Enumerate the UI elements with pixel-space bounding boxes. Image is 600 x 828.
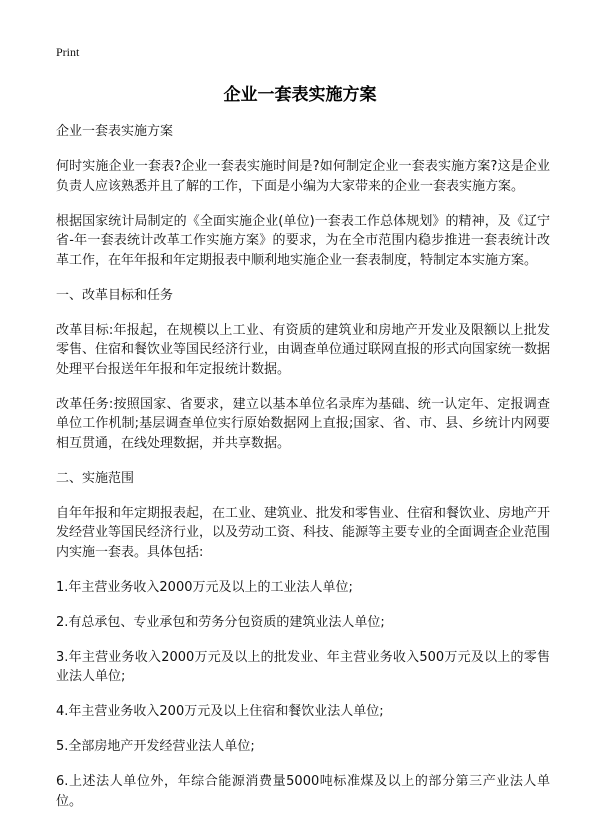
- scope-paragraph: 自年年报和年定期报表起，在工业、建筑业、批发和零售业、住宿和餐饮业、房地产开发经营业等国民经济行业，以及劳动工资、科技、能源等主要专业的全面调查企业范围内实施一套表。具体包括:: [56, 505, 551, 560]
- list-item: 1.年主营业务收入2000万元及以上的工业法人单位;: [56, 579, 353, 595]
- list-item: 2.有总承包、专业承包和劳务分包资质的建筑业法人单位;: [56, 614, 385, 630]
- section-heading-scope: 二、实施范围: [56, 470, 135, 486]
- intro-paragraph: 何时实施企业一套表?企业一套表实施时间是?如何制定企业一套表实施方案?这是企业负责人应该熟悉并且了解的工作，下面是小编为大家带来的企业一套表实施方案。: [56, 159, 550, 194]
- print-link[interactable]: Print: [56, 45, 80, 59]
- goal-paragraph: 改革目标:年报起，在规模以上工业、有资质的建筑业和房地产开发业及限额以上批发零售、住宿和餐饮业等国民经济行业，由调查单位通过联网直报的形式向国家统一数据处理平台报送年年报和年定报统计数据。: [56, 322, 551, 377]
- document-body: [56, 122, 550, 827]
- document-subtitle: 企业一套表实施方案: [56, 124, 174, 139]
- list-item: 3.年主营业务收入2000万元及以上的批发业、年主营业务收入500万元及以上的零售业法人单位;: [56, 649, 550, 684]
- document-title: 企业一套表实施方案: [223, 85, 377, 105]
- list-item: 4.年主营业务收入200万元及以上住宿和餐饮业法人单位;: [56, 704, 384, 719]
- list-item: 6.上述法人单位外，年综合能源消费量5000吨标准煤及以上的部分第三产业法人单位。: [56, 774, 550, 809]
- task-paragraph: 改革任务:按照国家、省要求，建立以基本单位名录库为基础、统一认定年、定报调查单位工作机制;基层调查单位实行原始数据网上直报;国家、省、市、县、乡统计内网要相互贯通，在线处理数据，并共享数据。: [56, 396, 550, 451]
- basis-paragraph: 根据国家统计局制定的《全面实施企业(单位)一套表工作总体规划》的精神，及《辽宁省-年一套表统计改革工作实施方案》的要求，为在全市范围内稳步推进一套表统计改革工作，在年年报和年定期报表中顺利地实施企业一套表制度，特制定本实施方案。: [56, 213, 550, 268]
- list-item: 5.全部房地产开发经营业法人单位;: [56, 739, 255, 754]
- section-heading-goals: 一、改革目标和任务: [56, 287, 174, 303]
